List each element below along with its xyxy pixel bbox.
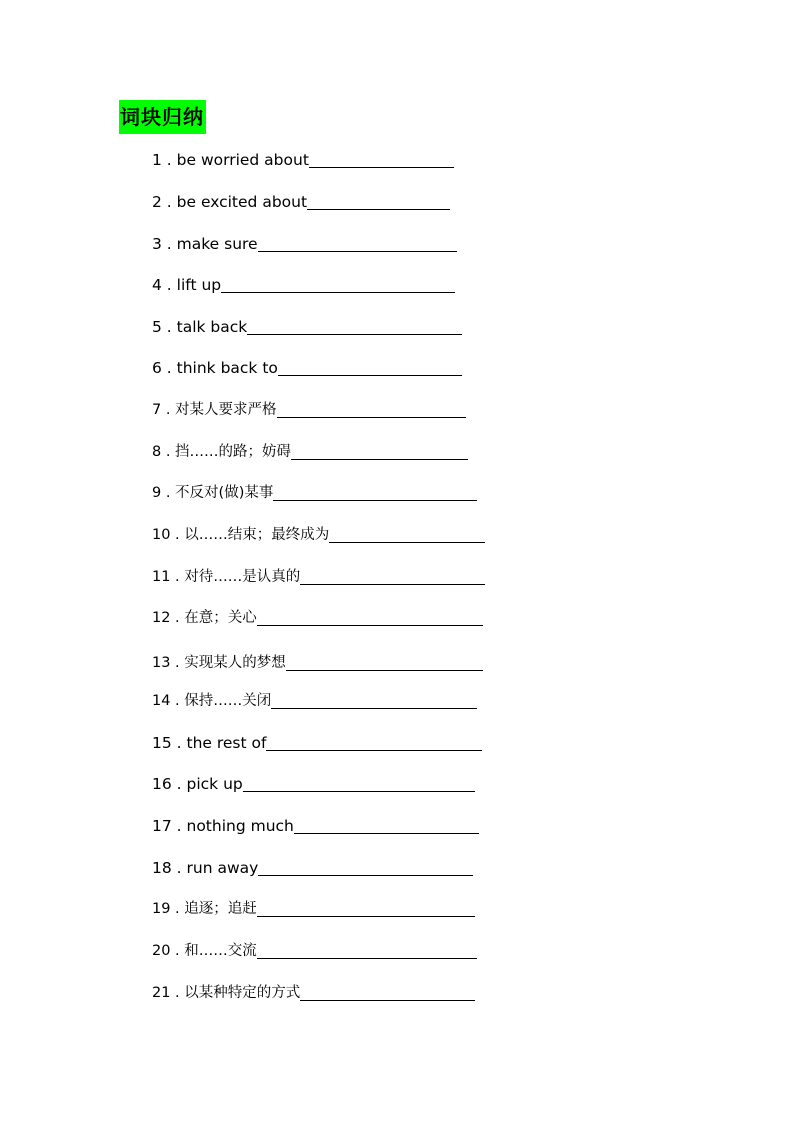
phrase-text: 6 . think back to [152,359,278,377]
phrase-text: 14 . 保持……关闭 [152,693,272,709]
list-item [152,440,468,462]
list-item [152,315,462,337]
answer-blank[interactable] [291,458,468,460]
phrase-text: 9 . 不反对(做)某事 [152,485,274,501]
list-item [152,398,466,420]
list-item [152,814,479,836]
phrase-text: 1 . be worried about [152,151,309,169]
phrase-text: 16 . pick up [152,775,243,793]
answer-blank[interactable] [294,832,479,834]
phrase-text: 7 . 对某人要求严格 [152,402,277,418]
answer-blank[interactable] [221,291,455,293]
list-item [152,731,482,753]
phrase-text: 2 . be excited about [152,193,308,211]
list-item [152,981,475,1003]
list-item [152,523,485,545]
list-item [152,689,477,711]
phrase-text: 8 . 挡……的路；妨碍 [152,444,292,460]
answer-blank[interactable] [257,957,477,959]
list-item [152,939,477,961]
section-heading: 词块归纳 [119,100,206,134]
answer-blank[interactable] [266,749,482,751]
list-item [152,856,473,878]
phrase-text: 21 . 以某种特定的方式 [152,985,301,1001]
phrase-text: 12 . 在意；关心 [152,610,257,626]
answer-blank[interactable] [277,416,466,418]
phrase-text: 18 . run away [152,859,259,877]
list-item [152,481,477,503]
answer-blank[interactable] [271,707,477,709]
list-item [152,606,483,628]
answer-blank[interactable] [258,874,473,876]
phrase-text: 10 . 以……结束；最终成为 [152,527,330,543]
phrase-text: 13 . 实现某人的梦想 [152,655,286,671]
answer-blank[interactable] [278,374,462,376]
answer-blank[interactable] [243,790,475,792]
list-item [152,565,485,587]
phrase-text: 3 . make sure [152,235,258,253]
list-item [152,190,450,212]
phrase-text: 15 . the rest of [152,734,267,752]
answer-blank[interactable] [257,915,475,917]
list-item [152,772,475,794]
answer-blank[interactable] [309,166,454,168]
answer-blank[interactable] [329,541,485,543]
answer-blank[interactable] [258,250,457,252]
answer-blank[interactable] [300,999,475,1001]
answer-blank[interactable] [286,669,483,671]
phrase-text: 20 . 和……交流 [152,943,257,959]
phrase-text: 5 . talk back [152,318,248,336]
list-item [152,232,457,254]
phrase-text: 19 . 追逐；追赶 [152,901,257,917]
answer-blank[interactable] [307,208,450,210]
phrase-text: 11 . 对待……是认真的 [152,569,301,585]
answer-blank[interactable] [273,499,477,501]
phrase-text: 4 . lift up [152,276,222,294]
phrase-text: 17 . nothing much [152,817,294,835]
list-item [152,897,475,919]
answer-blank[interactable] [257,624,483,626]
list-item [152,651,483,673]
answer-blank[interactable] [300,583,485,585]
list-item [152,148,454,170]
answer-blank[interactable] [247,333,462,335]
list-item [152,356,462,378]
list-item [152,273,455,295]
